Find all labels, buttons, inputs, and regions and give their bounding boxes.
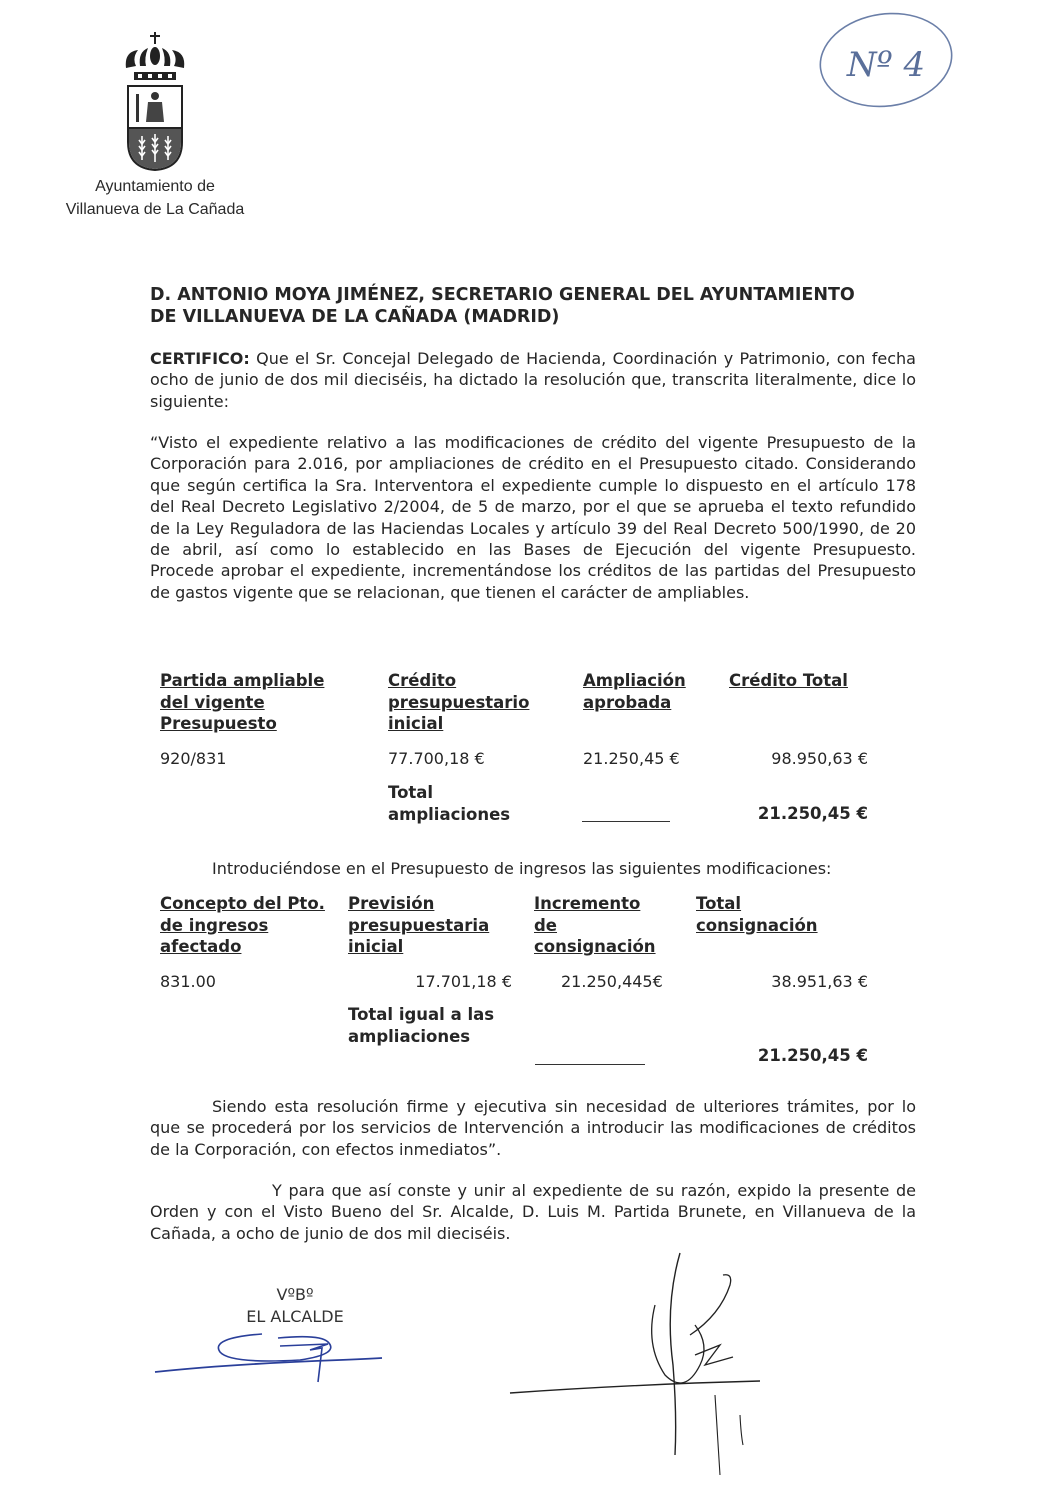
table2-header-concepto: Concepto del Pto. de ingresos afectado [160,894,325,956]
certifico-paragraph [150,348,916,412]
table1-cell-partida: 920/831 [160,749,227,768]
org-name-line2: Villanueva de La Cañada [65,201,245,218]
table1-cell-credito-inicial: 77.700,18 € [388,749,485,768]
table2-cell-prevision: 17.701,18 € [415,972,512,991]
table1-total-label: Total ampliaciones [388,783,511,824]
table2-header-total: Total consignación [696,894,818,935]
table2-total-rule [535,1064,645,1065]
alcalde-label: EL ALCALDE [246,1307,344,1326]
document-heading [150,284,916,328]
income-intro-text: Introduciéndose en el Presupuesto de ingresos las siguientes modificaciones: [212,859,832,878]
certifico-text: Que el Sr. Concejal Delegado de Hacienda, Coordinación y Patrimonio, con fecha ocho de junio de dos mil dieciséis, ha dictado la resolución que, transcrita literalmente, dice lo siguiente: [150,349,916,411]
table1-header-credito-total: Crédito Total [729,671,848,690]
table1-cell-credito-total: 98.950,63 € [771,749,868,768]
table2-cell-total: 38.951,63 € [771,972,868,991]
table1-total-rule [582,821,670,822]
org-name-line1: Ayuntamiento de [95,178,215,195]
stamp-text: Nº 4 [846,45,926,85]
table1-total-value: 21.250,45 € [757,804,868,823]
heading-line2: DE VILLANUEVA DE LA CAÑADA (MADRID) [150,307,560,327]
heading-line1: D. ANTONIO MOYA JIMÉNEZ, SECRETARIO GENERAL DEL AYUNTAMIENTO [150,285,855,305]
table2-cell-incremento: 21.250,445€ [561,972,663,991]
handwritten-number-stamp [812,8,962,120]
certifico-label: CERTIFICO: [150,349,250,368]
table1-cell-ampliacion: 21.250,45 € [583,749,680,768]
resolution-closing-paragraph: Siendo esta resolución firme y ejecutiva sin necesidad de ulteriores trámites, por lo que se procederá por los servicios de Intervención a introducir las modificaciones de créditos de la Corporación, con efectos inmediatos”. [150,1097,916,1159]
table2-cell-concepto: 831.00 [160,972,216,991]
table2-header-prevision: Previsión presupuestaria inicial [348,894,490,956]
certificate-closing-paragraph: Y para que así conste y unir al expediente de su razón, expido la presente de Orden y con el Visto Bueno del Sr. Alcalde, D. Luis M. Partida Brunete, en Villanueva de la Cañada, a ocho de junio de dos mil dieciséis. [150,1181,916,1243]
table2-total-label: Total igual a las ampliaciones [348,1005,495,1046]
table1-header-credito-inicial: Crédito presupuestario inicial [388,671,530,733]
table1-header-partida: Partida ampliable del vigente Presupuesto [160,671,325,733]
resolution-paragraph: “Visto el expediente relativo a las modificaciones de crédito del vigente Presupuesto de la Corporación para 2.016, por ampliaciones de crédito en el Presupuesto citado. Considerando que según certifica la Sra. Interventora el expediente cumple lo dispuesto en el artículo 178 del Real Decreto Legislativo 2/2004, de 5 de marzo, por el que se aprueba el texto refundido de la Ley Reguladora de las Haciendas Locales y artículo 39 del Real Decreto 500/1990, de 20 de abril, así como lo establecido en las Bases de Ejecución del vigente Presupuesto. Procede aprobar el expediente, incrementándose los créditos de las partidas del Presupuesto de gastos vigente que se relacionan, que tienen el carácter de ampliables. [150,433,967,602]
mayor-signature [150,1320,390,1390]
table1-header-ampliacion: Ampliación aprobada [583,671,686,712]
table2-header-incremento: Incremento de consignación [534,894,656,956]
coat-of-arms-logo [110,30,200,175]
vobo-label: VºBº [276,1285,314,1304]
secretary-signature [505,1245,765,1495]
table2-total-value: 21.250,45 € [757,1046,868,1065]
